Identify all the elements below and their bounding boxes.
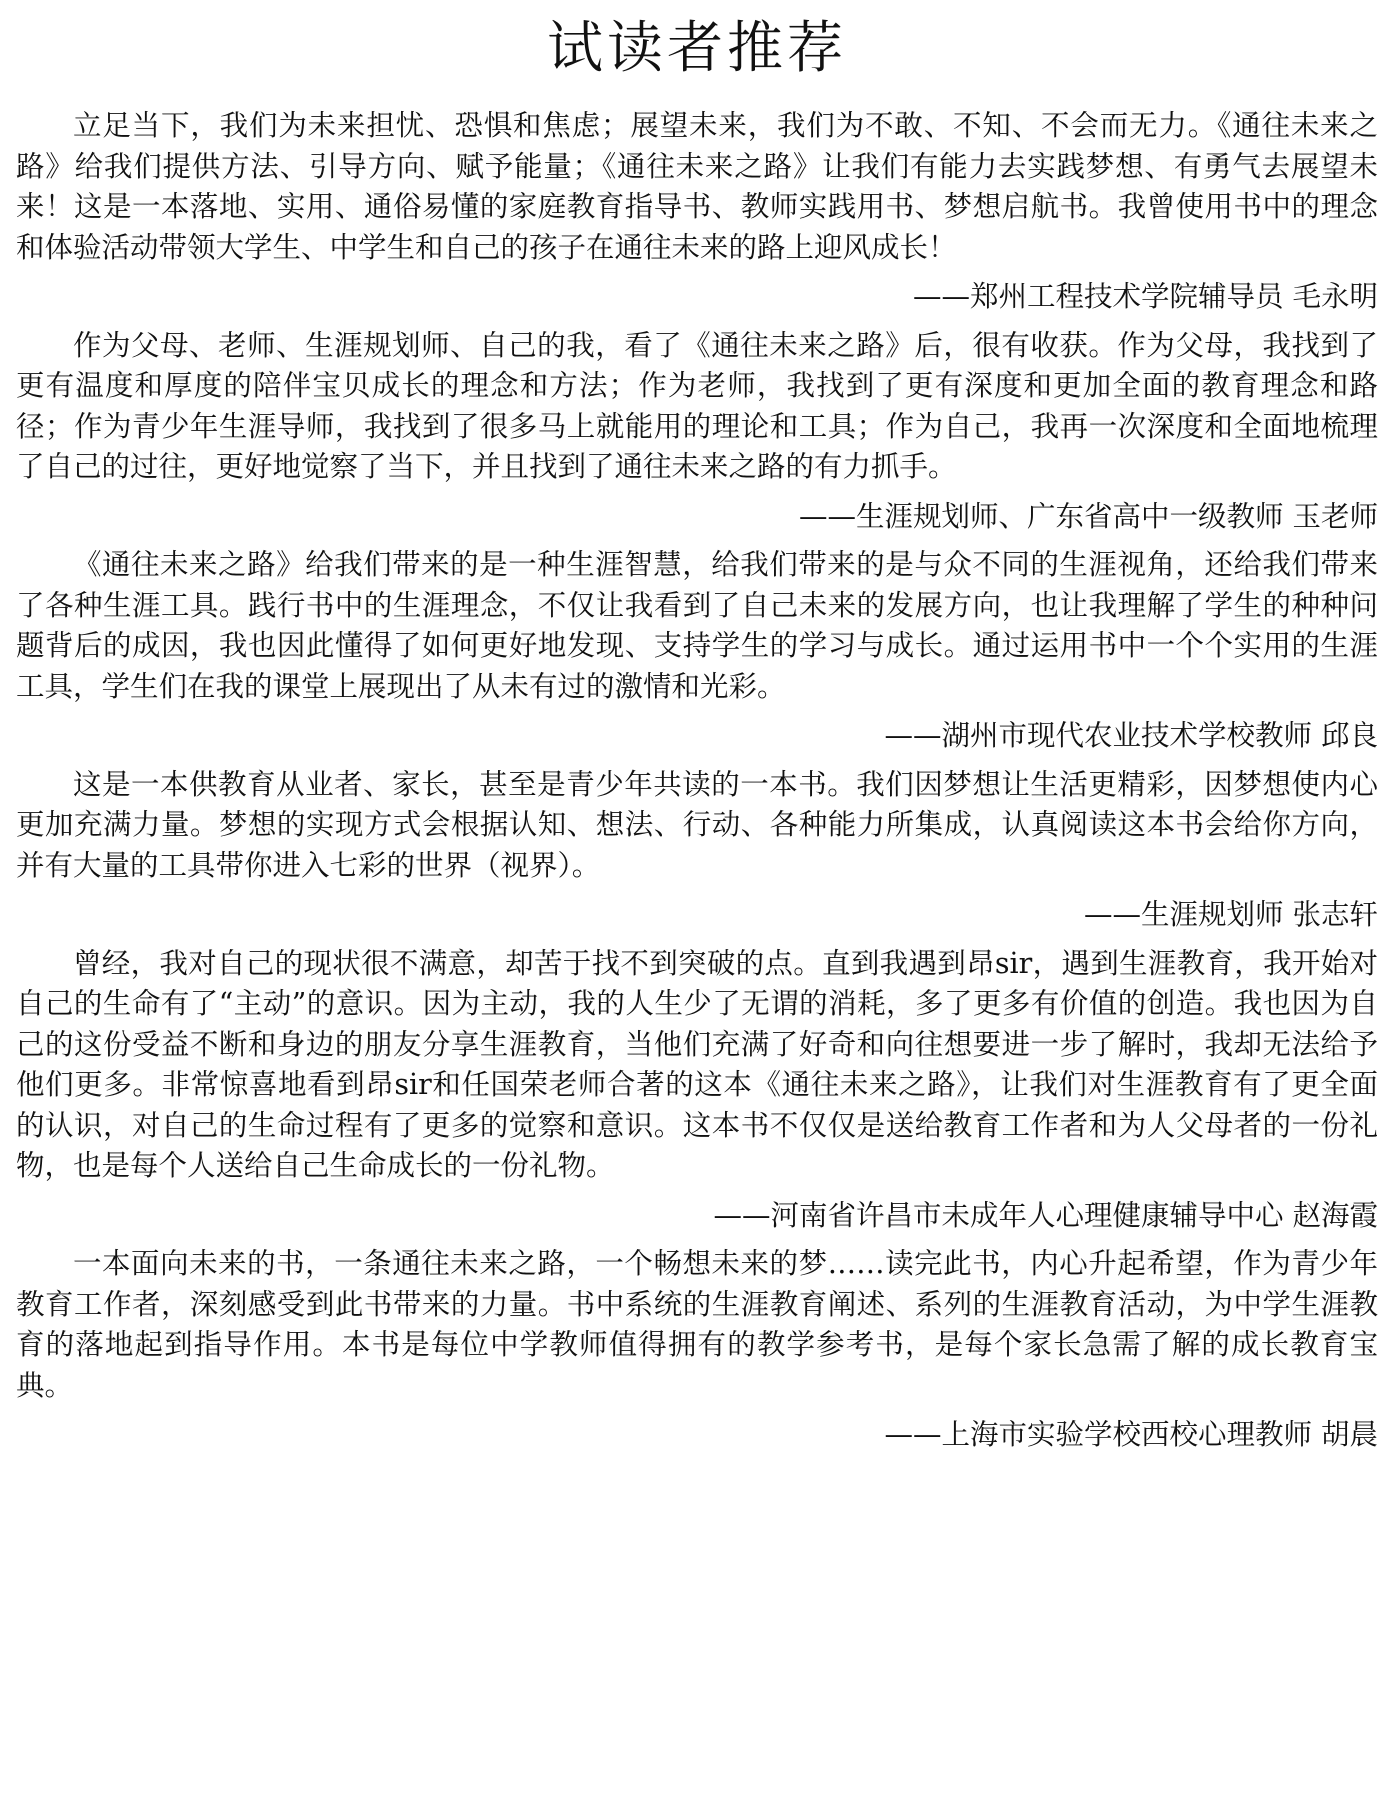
recommendation-5	[16, 944, 1378, 1237]
recommendation-text: 一本面向未来的书，一条通往未来之路，一个畅想未来的梦……读完此书，内心升起希望，作为青少年教育工作者，深刻感受到此书带来的力量。书中系统的生涯教育阐述、系列的生涯教育活动，为中学生涯教育的落地起到指导作用。本书是每位中学教师值得拥有的教学参考书，是每个家长急需了解的成长教育宝典。	[16, 1247, 1378, 1402]
recommendation-2	[16, 326, 1378, 538]
document-page	[16, 0, 1378, 1464]
recommendation-signature: ——生涯规划师 张志轩	[1083, 898, 1378, 931]
recommendation-text: 《通往未来之路》给我们带来的是一种生涯智慧，给我们带来的是与众不同的生涯视角，还给我们带来了各种生涯工具。践行书中的生涯理念，不仅让我看到了自己未来的发展方向，也让我理解了学生的种种问题背后的成因，我也因此懂得了如何更好地发现、支持学生的学习与成长。通过运用书中一个个实用的生涯工具，学生们在我的课堂上展现出了从未有过的激情和光彩。	[16, 548, 1378, 703]
recommendation-signature: ——上海市实验学校西校心理教师 胡晨	[884, 1418, 1378, 1451]
recommendation-3	[16, 545, 1378, 757]
page-title: 试读者推荐	[547, 16, 847, 81]
recommendation-text: 这是一本供教育从业者、家长，甚至是青少年共读的一本书。我们因梦想让生活更精彩，因梦想使内心更加充满力量。梦想的实现方式会根据认知、想法、行动、各种能力所集成，认真阅读这本书会给你方向，并有大量的工具带你进入七彩的世界（视界）。	[16, 767, 1378, 882]
recommendation-text: 作为父母、老师、生涯规划师、自己的我，看了《通往未来之路》后，很有收获。作为父母，我找到了更有温度和厚度的陪伴宝贝成长的理念和方法；作为老师，我找到了更有深度和更加全面的教育理念和路径；作为青少年生涯导师，我找到了很多马上就能用的理论和工具；作为自己，我再一次深度和全面地梳理了自己的过往，更好地觉察了当下，并且找到了通往未来之路的有力抓手。	[16, 328, 1378, 483]
recommendation-signature: ——河南省许昌市未成年人心理健康辅导中心 赵海霞	[713, 1198, 1378, 1232]
recommendation-4	[16, 765, 1378, 936]
recommendation-text: 立足当下，我们为未来担忧、恐惧和焦虑；展望未来，我们为不敢、不知、不会而无力。《通往未来之路》给我们提供方法、引导方向、赋予能量；《通往未来之路》让我们有能力去实践梦想、有勇气去展望未来！这是一本落地、实用、通俗易懂的家庭教育指导书、教师实践用书、梦想启航书。我曾使用书中的理念和体验活动带领大学生、中学生和自己的孩子在通往未来的路上迎风成长！	[16, 109, 1378, 264]
recommendation-signature: ——郑州工程技术学院辅导员 毛永明	[912, 280, 1378, 313]
recommendation-6	[16, 1244, 1378, 1456]
recommendation-signature: ——生涯规划师、广东省高中一级教师 玉老师	[798, 499, 1378, 533]
recommendation-1	[16, 106, 1378, 318]
recommendation-signature: ——湖州市现代农业技术学校教师 邱良	[884, 719, 1378, 752]
recommendation-text: 曾经，我对自己的现状很不满意，却苦于找不到突破的点。直到我遇到昂sir，遇到生涯教育，我开始对自己的生命有了“主动”的意识。因为主动，我的人生少了无谓的消耗，多了更多有价值的创造。我也因为自己的这份受益不断和身边的朋友分享生涯教育，当他们充满了好奇和向往想要进一步了解时，我却无法给予他们更多。非常惊喜地看到昂sir和任国荣老师合著的这本《通往未来之路》，让我们对生涯教育有了更全面的认识，对自己的生命过程有了更多的觉察和意识。这本书不仅仅是送给教育工作者和为人父母者的一份礼物，也是每个人送给自己生命成长的一份礼物。	[16, 946, 1378, 1182]
